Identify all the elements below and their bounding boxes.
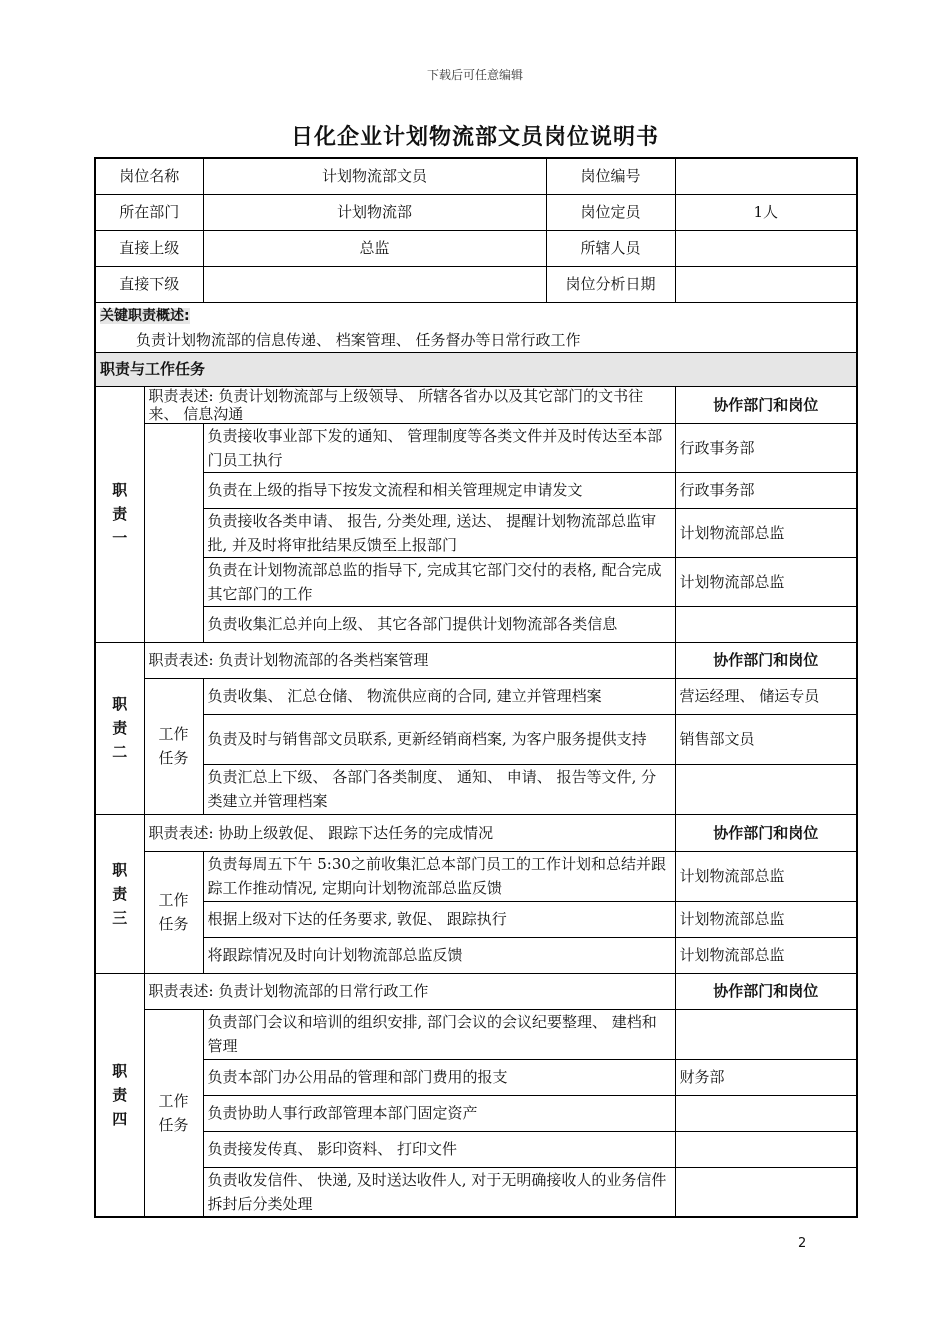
document-title: 日化企业计划物流部文员岗位说明书 [290,125,659,150]
key-summary-label: 关键职责概述: [100,307,190,324]
info-value: 计划物流部文员 [203,158,546,194]
info-label: 岗位定员 [546,194,675,230]
duty-statement-row [95,814,857,851]
task-text: 负责收发信件、 快递, 及时送达收件人, 对于无明确接收人的业务信件拆封后分类处理 [203,1167,675,1217]
task-text: 负责接收事业部下发的通知、 管理制度等各类文件并及时传达至本部门员工执行 [203,423,675,472]
task-text: 负责汇总上下级、 各部门各类制度、 通知、 申请、 报告等文件, 分类建立并管理档案 [203,764,675,814]
task-text: 负责收集汇总并向上级、 其它各部门提供计划物流部各类信息 [203,606,675,642]
duty-statement-row [95,386,857,423]
info-row [95,158,857,194]
task-collab [675,606,857,642]
task-row [95,937,857,973]
info-label: 岗位编号 [546,158,675,194]
task-row [95,714,857,764]
duty-label-text: 职责二 [112,695,128,761]
task-row [95,1009,857,1059]
task-collab: 财务部 [675,1059,857,1095]
task-collab: 行政事务部 [675,472,857,508]
duty-statement: 职责表述: 协助上级敦促、 跟踪下达任务的完成情况 [144,814,675,851]
info-row [95,230,857,266]
info-label: 岗位分析日期 [546,266,675,302]
task-text: 负责接收各类申请、 报告, 分类处理, 送达、 提醒计划物流部总监审批, 并及时将审批结果反馈至上报部门 [203,508,675,557]
duty-label [95,814,144,973]
duty-statement-row [95,642,857,678]
task-label [144,1009,203,1217]
task-row [95,1131,857,1167]
task-collab [675,1095,857,1131]
task-row [95,508,857,557]
task-text: 负责每周五下午 5:30之前收集汇总本部门员工的工作计划和总结并跟踪工作推动情况, 定期向计划物流部总监反馈 [203,851,675,901]
task-label [144,851,203,973]
key-summary-row [95,302,857,352]
task-collab: 计划物流部总监 [675,937,857,973]
duty-label-text: 职责三 [112,860,128,927]
key-summary-cell [95,302,857,352]
info-value: 计划物流部 [203,194,546,230]
info-value: 1人 [675,194,857,230]
info-label: 所在部门 [95,194,203,230]
task-text: 负责本部门办公用品的管理和部门费用的报支 [203,1059,675,1095]
info-value [675,158,857,194]
task-collab: 行政事务部 [675,423,857,472]
task-label-text: 工作任务 [158,1091,189,1134]
task-row [95,1095,857,1131]
task-row [95,472,857,508]
header-note: 下载后可任意编辑 [426,68,523,82]
info-value [675,230,857,266]
task-row [95,851,857,901]
key-summary-text: 负责计划物流部的信息传递、 档案管理、 任务督办等日常行政工作 [136,330,581,349]
task-text: 负责在上级的指导下按发文流程和相关管理规定申请发文 [203,472,675,508]
task-label-text: 工作任务 [158,891,189,933]
task-label [144,678,203,814]
duty-statement: 职责表述: 负责计划物流部的日常行政工作 [144,973,675,1009]
info-value [675,266,857,302]
task-collab: 营运经理、 储运专员 [675,678,857,714]
task-collab [675,1131,857,1167]
info-label: 直接下级 [95,266,203,302]
info-row [95,266,857,302]
task-label [144,423,203,642]
task-text: 负责部门会议和培训的组织安排, 部门会议的会议纪要整理、 建档和管理 [203,1009,675,1059]
task-collab [675,1009,857,1059]
task-row [95,678,857,714]
duties-heading [95,352,857,386]
task-text: 负责及时与销售部文员联系, 更新经销商档案, 为客户服务提供支持 [203,714,675,764]
task-text: 根据上级对下达的任务要求, 敦促、 跟踪执行 [203,901,675,937]
duty-statement-row [95,973,857,1009]
task-label-text: 工作任务 [158,725,189,767]
task-row [95,764,857,814]
task-collab: 计划物流部总监 [675,508,857,557]
duty-label [95,973,144,1217]
task-row [95,1167,857,1217]
task-collab [675,764,857,814]
task-collab [675,1167,857,1217]
info-label: 所辖人员 [546,230,675,266]
duties-heading-row [95,352,857,386]
duty-label [95,642,144,814]
collab-header: 协作部门和岗位 [675,814,857,851]
task-text: 将跟踪情况及时向计划物流部总监反馈 [203,937,675,973]
task-collab: 销售部文员 [675,714,857,764]
duty-label [95,386,144,642]
info-row [95,194,857,230]
collab-header: 协作部门和岗位 [675,642,857,678]
duty-label-text: 职责一 [112,481,128,547]
info-value: 总监 [203,230,546,266]
duty-statement: 职责表述: 负责计划物流部与上级领导、 所辖各省办以及其它部门的文书往来、 信息沟通 [144,386,675,423]
task-row [95,557,857,606]
collab-header: 协作部门和岗位 [675,973,857,1009]
task-row [95,1059,857,1095]
page-number: 2 [798,1236,807,1251]
task-collab: 计划物流部总监 [675,851,857,901]
task-text: 负责协助人事行政部管理本部门固定资产 [203,1095,675,1131]
task-collab: 计划物流部总监 [675,901,857,937]
task-row [95,901,857,937]
task-row [95,606,857,642]
duty-statement: 职责表述: 负责计划物流部的各类档案管理 [144,642,675,678]
task-collab: 计划物流部总监 [675,557,857,606]
task-text: 负责接发传真、 影印资料、 打印文件 [203,1131,675,1167]
task-text: 负责收集、 汇总仓储、 物流供应商的合同, 建立并管理档案 [203,678,675,714]
task-text: 负责在计划物流部总监的指导下, 完成其它部门交付的表格, 配合完成其它部门的工作 [203,557,675,606]
duty-label-text: 职责四 [112,1061,128,1128]
info-label: 岗位名称 [95,158,203,194]
collab-header: 协作部门和岗位 [675,386,857,423]
task-row [95,423,857,472]
info-value [203,266,546,302]
info-label: 直接上级 [95,230,203,266]
duties-heading-text: 职责与工作任务 [100,360,206,378]
job-description-table [94,157,858,1218]
